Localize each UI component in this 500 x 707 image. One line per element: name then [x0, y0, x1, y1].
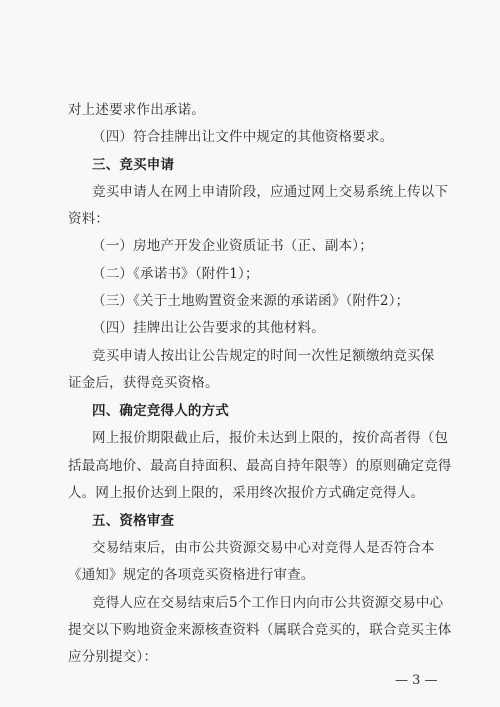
text-line: 资料：: [68, 211, 110, 227]
text-line: （一）房地产开发企业资质证书（正、副本）；: [92, 238, 373, 254]
text-line: 竞买申请人在网上申请阶段，应通过网上交易系统上传以下: [92, 184, 449, 200]
text-line: 网上报价期限截止后，报价未达到上限的，按价高者得（包: [92, 430, 449, 446]
section-heading: 四、确定竞得人的方式: [92, 403, 229, 419]
text-line: 提交以下购地资金来源核查资料（属联合竞买的，联合竞买主体: [68, 622, 452, 638]
text-line: 对上述要求作出承诺。: [68, 102, 205, 118]
text-line: 括最高地价、最高自持面积、最高自持年限等）的原则确定竞得: [68, 458, 452, 474]
section-heading: 三、竞买申请: [92, 157, 175, 173]
text-line: （四）符合挂牌出让文件中规定的其他资格要求。: [92, 129, 394, 145]
text-line: 应分别提交）：: [68, 649, 158, 665]
text-line: 人。网上报价达到上限的，采用终次报价方式确定竞得人。: [68, 485, 425, 501]
text-line: 竞买申请人按出让公告规定的时间一次性足额缴纳竞买保: [92, 348, 435, 364]
page-number: — 3 —: [395, 673, 438, 688]
text-line: （二）《承诺书》（附件1）；: [92, 266, 259, 282]
text-line: 证金后，获得竞买资格。: [68, 375, 219, 391]
text-line: 交易结束后，由市公共资源交易中心对竞得人是否符合本: [92, 540, 435, 556]
text-line: 竞得人应在交易结束后5个工作日内向市公共资源交易中心: [92, 595, 444, 611]
section-heading: 五、资格审查: [92, 513, 175, 529]
text-line: （四）挂牌出让公告要求的其他材料。: [92, 320, 325, 336]
text-line: （三）《关于土地购置资金来源的承诺函》（附件2）；: [92, 293, 410, 309]
text-line: 《通知》规定的各项竞买资格进行审查。: [68, 567, 315, 583]
